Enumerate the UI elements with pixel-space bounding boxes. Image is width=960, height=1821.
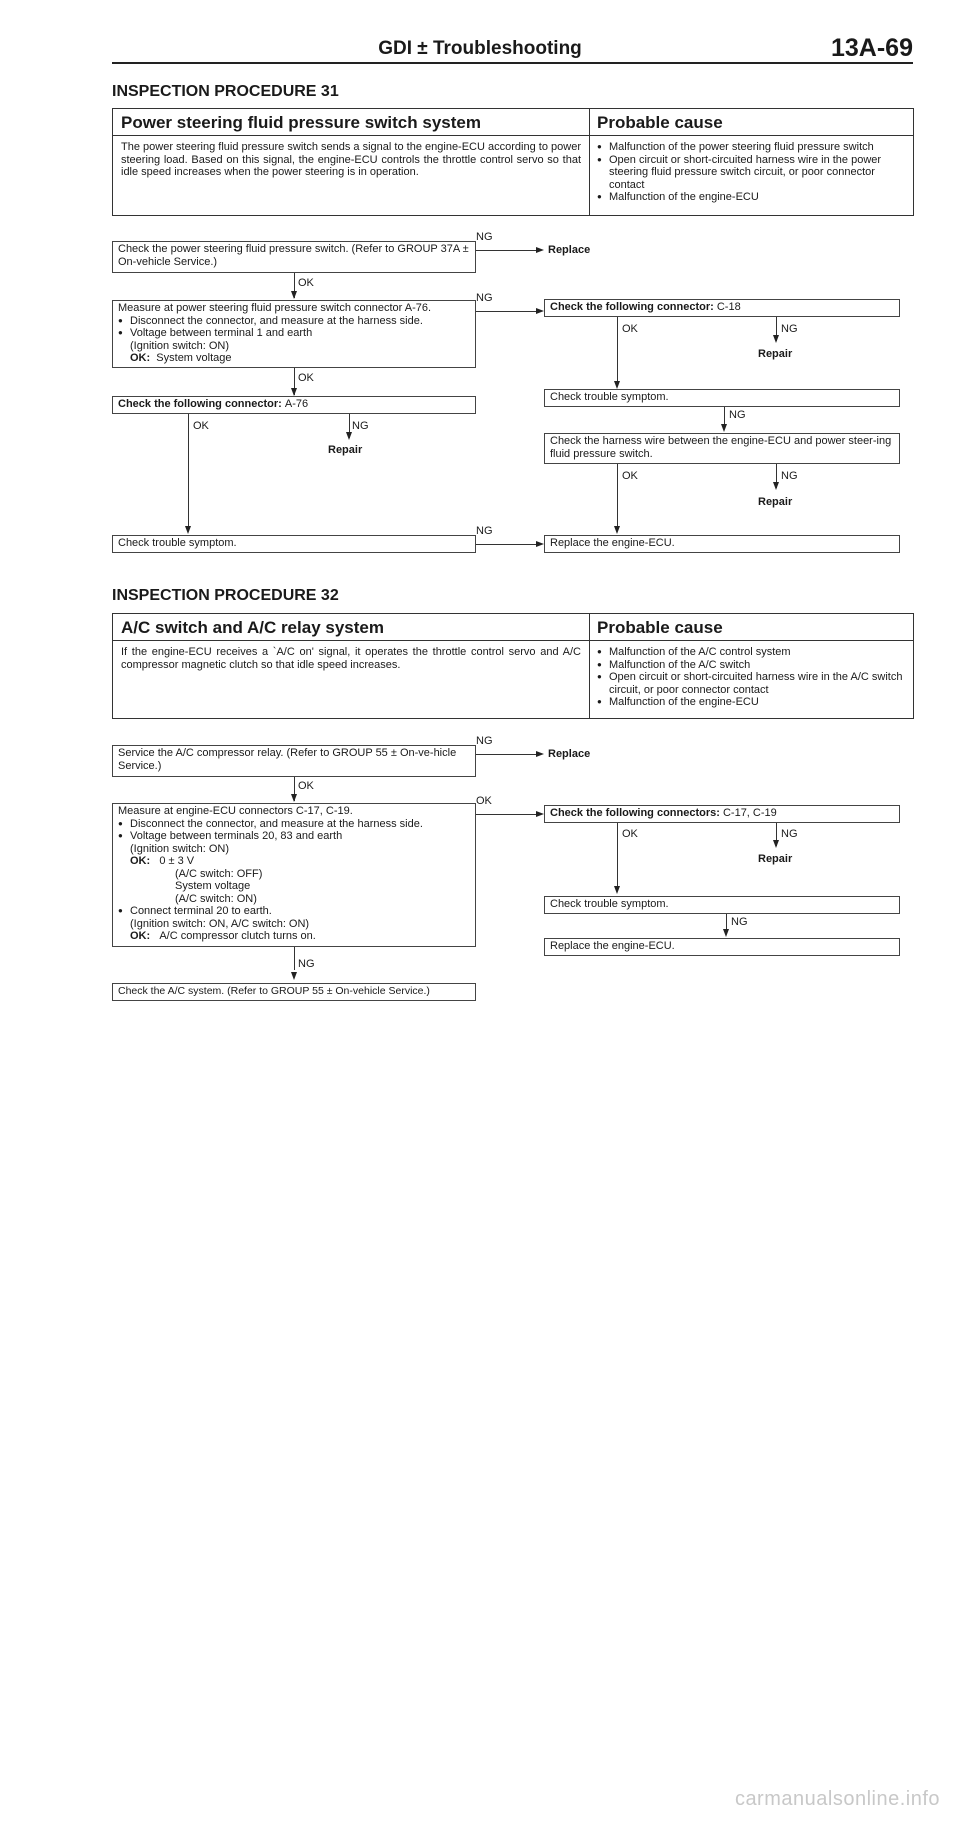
flow-ok-label: OK bbox=[298, 372, 314, 384]
arrow-down-icon bbox=[723, 929, 729, 937]
ok-criterion-label: OK: bbox=[130, 352, 151, 364]
arrow-down-icon bbox=[291, 972, 297, 980]
arrow-down-icon bbox=[773, 840, 779, 848]
arrow-down-icon bbox=[185, 526, 191, 534]
cause-table-header bbox=[113, 109, 913, 136]
measure-title: Measure at engine-ECU connectors C-17, C-19. bbox=[118, 805, 353, 817]
measure-title: Measure at power steering fluid pressure switch connector A-76. bbox=[118, 302, 432, 314]
step-replace-engine-ecu-32: Replace the engine-ECU. bbox=[544, 938, 900, 956]
flow-ng-label: NG bbox=[476, 735, 493, 747]
repair-label: Repair bbox=[758, 496, 793, 508]
repair-label: Repair bbox=[328, 444, 363, 456]
step-check-ac-system: Check the A/C system. (Refer to GROUP 55 ± On-vehicle Service.) bbox=[112, 983, 476, 1001]
cause-item: ● Malfunction of the A/C control system bbox=[597, 646, 905, 659]
site-watermark: carmanualsonline.info bbox=[734, 1788, 940, 1810]
page-code: 13A-69 bbox=[831, 34, 913, 62]
ok-criterion-value: System voltage bbox=[156, 352, 232, 364]
connector-value: C-18 bbox=[716, 301, 741, 313]
procedure-32-cause-table bbox=[112, 613, 914, 719]
flow-line bbox=[617, 317, 618, 381]
flow-line bbox=[294, 947, 295, 970]
flow-ng-label: NG bbox=[298, 958, 315, 970]
flow-line bbox=[476, 544, 536, 545]
step-check-trouble-symptom-32: Check trouble symptom. bbox=[544, 896, 900, 914]
ok-criterion-value: 0 ± 3 V bbox=[159, 855, 195, 867]
cause-item: ● Malfunction of the engine-ECU bbox=[597, 696, 905, 709]
cause-table-header bbox=[113, 614, 913, 641]
ok-criterion-label: OK: bbox=[130, 855, 151, 867]
probable-cause-heading: Probable cause bbox=[597, 618, 723, 637]
procedure-32-title: INSPECTION PROCEDURE 32 bbox=[112, 587, 339, 604]
arrow-right-icon bbox=[536, 751, 544, 757]
flow-line bbox=[617, 464, 618, 526]
flow-ng-label: NG bbox=[476, 525, 493, 537]
step-measure-ecu-connectors bbox=[112, 803, 476, 947]
measure-condition: (Ignition switch: ON) bbox=[130, 842, 230, 855]
flow-line bbox=[476, 250, 536, 251]
cause-item: ● Malfunction of the power steering fluid pressure switch bbox=[597, 141, 905, 154]
flow-ok-label: OK bbox=[298, 780, 314, 792]
connector-value: C-17, C-19 bbox=[722, 807, 777, 819]
cause-item: ● Malfunction of the A/C switch bbox=[597, 659, 905, 672]
flow-ng-label: NG bbox=[476, 292, 493, 304]
measure-bullet: ● Disconnect the connector, and measure at the harness side. bbox=[118, 818, 470, 831]
flow-ok-label: OK bbox=[622, 323, 638, 335]
flow-ng-label: NG bbox=[781, 323, 798, 335]
cause-item: ● Open circuit or short-circuited harness wire in the power steering fluid pressure switch circuit, or poor connector contact bbox=[597, 154, 905, 192]
arrow-down-icon bbox=[614, 526, 620, 534]
arrow-down-icon bbox=[291, 794, 297, 802]
flow-line bbox=[476, 814, 536, 815]
connector-label: Check the following connector: bbox=[118, 398, 282, 410]
arrow-down-icon bbox=[773, 482, 779, 490]
system-description: The power steering fluid pressure switch sends a signal to the engine-ECU according to power steering load. Based on this signal, the engine-ECU controls the throttle control servo so that idle speed increases when the power steering is in operation. bbox=[121, 141, 581, 178]
system-description: If the engine-ECU receives a `A/C on' signal, it operates the throttle control servo and A/C compressor magnetic clutch so that idle speed increases. bbox=[121, 646, 581, 671]
flow-ng-label: NG bbox=[352, 420, 369, 432]
probable-cause-list bbox=[597, 141, 905, 204]
cause-item: ● Open circuit or short-circuited harness wire in the A/C switch circuit, or poor connector contact bbox=[597, 671, 905, 696]
step-check-connectors-c17-c19 bbox=[544, 805, 900, 823]
arrow-right-icon bbox=[536, 247, 544, 253]
arrow-down-icon bbox=[721, 424, 727, 432]
flow-ng-label: NG bbox=[781, 470, 798, 482]
arrow-down-icon bbox=[291, 388, 297, 396]
measure-condition: (Ignition switch: ON) bbox=[130, 339, 230, 352]
ok-criterion-condition: (A/C switch: OFF) bbox=[175, 867, 263, 880]
system-heading: A/C switch and A/C relay system bbox=[121, 618, 384, 637]
header-rule bbox=[112, 62, 913, 64]
procedure-31-cause-table bbox=[112, 108, 914, 216]
arrow-down-icon bbox=[291, 291, 297, 299]
flow-ok-label: OK bbox=[622, 470, 638, 482]
arrow-down-icon bbox=[614, 886, 620, 894]
flow-line bbox=[476, 754, 536, 755]
repair-label: Repair bbox=[758, 853, 793, 865]
flow-ng-label: NG bbox=[729, 409, 746, 421]
cause-table-divider bbox=[589, 614, 590, 718]
repair-label: Repair bbox=[758, 348, 793, 360]
arrow-down-icon bbox=[346, 432, 352, 440]
connector-label: Check the following connector: bbox=[550, 301, 714, 313]
replace-label: Replace bbox=[548, 244, 591, 256]
connector-label: Check the following connectors: bbox=[550, 807, 720, 819]
step-check-trouble-symptom: Check trouble symptom. bbox=[112, 535, 476, 553]
procedure-31-title: INSPECTION PROCEDURE 31 bbox=[112, 83, 339, 100]
flow-ng-label: NG bbox=[781, 828, 798, 840]
step-check-harness-wire: Check the harness wire between the engine-ECU and power steer-ing fluid pressure switch. bbox=[544, 433, 900, 464]
arrow-down-icon bbox=[773, 335, 779, 343]
flow-ng-label: NG bbox=[731, 916, 748, 928]
ok-criterion-label: OK: bbox=[130, 930, 151, 942]
measure-bullet: ● Connect terminal 20 to earth. bbox=[118, 905, 470, 918]
flow-ng-label: NG bbox=[476, 231, 493, 243]
flow-line bbox=[476, 311, 536, 312]
arrow-right-icon bbox=[536, 811, 544, 817]
probable-cause-list bbox=[597, 646, 905, 709]
measure-condition: (Ignition switch: ON, A/C switch: ON) bbox=[130, 917, 310, 930]
cause-table-divider bbox=[589, 109, 590, 215]
system-heading: Power steering fluid pressure switch system bbox=[121, 113, 481, 132]
measure-bullet: ● Voltage between terminal 1 and earth bbox=[118, 327, 470, 340]
ok-criterion-value: A/C compressor clutch turns on. bbox=[159, 930, 316, 942]
flow-ok-label: OK bbox=[193, 420, 209, 432]
arrow-right-icon bbox=[536, 541, 544, 547]
step-measure-connector-a76 bbox=[112, 300, 476, 368]
replace-label: Replace bbox=[548, 748, 591, 760]
probable-cause-heading: Probable cause bbox=[597, 113, 723, 132]
measure-bullet: ● Disconnect the connector, and measure at the harness side. bbox=[118, 315, 470, 328]
measure-bullet: ● Voltage between terminals 20, 83 and earth bbox=[118, 830, 470, 843]
ok-criterion-condition: (A/C switch: ON) bbox=[175, 892, 257, 905]
step-service-compressor-relay: Service the A/C compressor relay. (Refer to GROUP 55 ± On-ve-hicle Service.) bbox=[112, 745, 476, 777]
step-check-connector-c18 bbox=[544, 299, 900, 317]
arrow-down-icon bbox=[614, 381, 620, 389]
step-check-pressure-switch: Check the power steering fluid pressure switch. (Refer to GROUP 37A ± On-vehicle Service.) bbox=[112, 241, 476, 273]
step-check-trouble-symptom-right: Check trouble symptom. bbox=[544, 389, 900, 407]
flow-line bbox=[617, 823, 618, 886]
arrow-right-icon bbox=[536, 308, 544, 314]
flow-ok-label: OK bbox=[298, 277, 314, 289]
page-header-title: GDI ± Troubleshooting bbox=[378, 38, 582, 59]
ok-criterion-value: System voltage bbox=[175, 880, 251, 892]
step-replace-engine-ecu: Replace the engine-ECU. bbox=[544, 535, 900, 553]
connector-value: A-76 bbox=[284, 398, 309, 410]
flow-ok-label: OK bbox=[622, 828, 638, 840]
step-check-connector-a76 bbox=[112, 396, 476, 414]
flow-line bbox=[188, 414, 189, 526]
cause-item: ● Malfunction of the engine-ECU bbox=[597, 191, 905, 204]
flow-ok-label: OK bbox=[476, 795, 492, 807]
